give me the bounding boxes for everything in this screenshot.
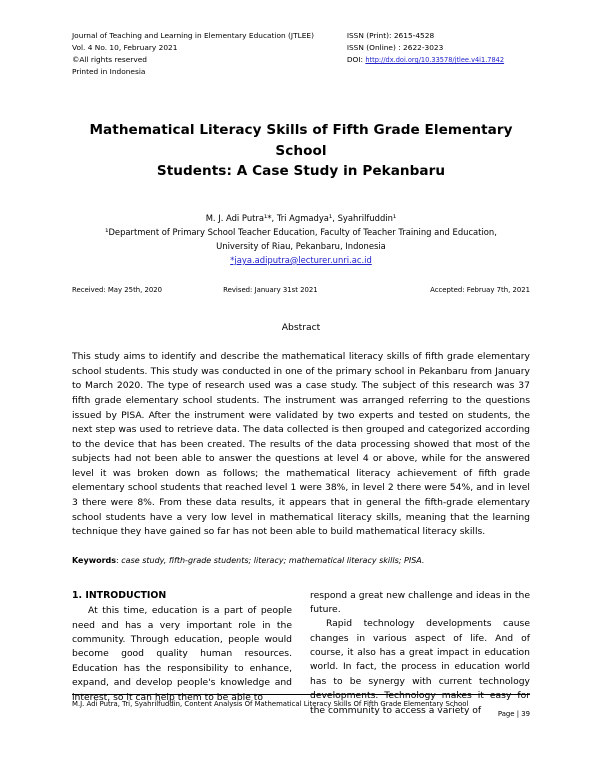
- page-title: [72, 120, 530, 182]
- issn-print: ISSN (Print): 2615-4528: [346, 31, 435, 40]
- section-heading-introduction: 1. INTRODUCTION: [72, 589, 167, 601]
- footer-citation: M.J. Adi Putra, Tri, Syahrilfuddin, Content Analysis Of Mathematical Literacy Skills Of Fifth Grade Elementary School: [72, 700, 469, 708]
- footer-divider: [72, 694, 530, 695]
- article-dates: [72, 286, 530, 296]
- page-footer: [72, 694, 530, 720]
- intro-paragraph-right-2: Rapid technology developments cause changes in various aspect of life. And of course, it also has a great impact in education world. In fact, the process in education world has to be synergy with current technology developments. Technology makes it easy for the community to access a variety of: [310, 618, 530, 716]
- affiliation-line-1: ¹Department of Primary School Teacher Education, Faculty of Teacher Training and Education,: [105, 226, 497, 237]
- journal-printed-in: Printed in Indonesia: [72, 66, 146, 76]
- doi-row: [347, 54, 530, 66]
- doi-label: DOI:: [346, 54, 363, 64]
- keywords-value: case study, fifth-grade students; literacy; mathematical literacy skills; PISA.: [121, 555, 425, 565]
- abstract-text: This study aims to identify and describe the mathematical literacy skills of fifth grade elementary school students. This study was conducted in one of the primary school in Pekanbaru from January to March 2020. The type of research used was a case study. The subject of this research was 37 fifth grade elementary school students. The instrument was arranged referring to the questions issued by PISA. After the instrument were validated by two experts and tested on students, the next step was used to retrieve data. The data collected is then grouped and categorized according to the device that has been created. The results of the data processing showed that most of the subjects had not been able to answer the questions at level 4 or above, while for the answered level it was broken down as follows; the mathematical literacy achievement of fifth grade elementary school students that reached level 1 were 38%, in level 2 there were 54%, and in level 3 there were 8%. From these data results, it appears that in general the fifth-grade elementary school students have a very low level in mathematical literacy skills, meaning that the learning technique they have gained so far has not been able to build mathematical literacy skills.: [72, 351, 530, 538]
- journal-rights: ©All rights reserved: [72, 54, 147, 64]
- intro-paragraph-right-continued: respond a great new challenge and ideas in the future.: [310, 589, 530, 616]
- masthead-right-block: [347, 30, 530, 66]
- intro-paragraph-left: At this time, education is a part of people need and has a very important role in the community. Through education, people would become good quality human resources. Education has the responsibility to enhance, expand, and develop people's knowledge and interest, so it can help them to be able to: [72, 605, 292, 703]
- article-title-line-2: Students: A Case Study in Pekanbaru: [156, 163, 446, 180]
- masthead-left-block: [72, 30, 338, 78]
- revised-date: Revised: January 31st 2021: [223, 285, 318, 294]
- author-names: M. J. Adi Putra¹*, Tri Agmadya¹, Syahrilfuddin¹: [205, 212, 397, 223]
- affiliation-line-2: University of Riau, Pekanbaru, Indonesia: [216, 240, 386, 251]
- corresponding-email-link[interactable]: *jaya.adiputra@lecturer.unri.ac.id: [230, 254, 372, 265]
- accepted-date: Accepted: Februay 7th, 2021: [430, 285, 530, 294]
- issn-online: ISSN (Online) : 2622-3023: [346, 42, 444, 52]
- footer-page-number: Page | 39: [497, 710, 530, 719]
- article-title-line-1: Mathematical Literacy Skills of Fifth Grade Elementary School: [89, 121, 513, 159]
- received-date: Received: May 25th, 2020: [72, 285, 163, 294]
- authors-block: [72, 212, 530, 268]
- doi-link[interactable]: http://dx.doi.org/10.33578/jtlee.v4i1.7842: [365, 55, 505, 64]
- corresponding-email-row: [72, 254, 530, 268]
- journal-masthead: [72, 30, 530, 78]
- keywords-label: Keywords: [72, 555, 117, 565]
- abstract-heading: Abstract: [281, 322, 321, 334]
- journal-volume-issue: Vol. 4 No. 10, February 2021: [72, 42, 178, 52]
- page-content: [72, 30, 530, 718]
- keywords-row: Keywords: case study, fifth-grade students; literacy; mathematical literacy skills; PISA.: [72, 555, 425, 565]
- journal-name: Journal of Teaching and Learning in Elementary Education (JTLEE): [72, 31, 314, 40]
